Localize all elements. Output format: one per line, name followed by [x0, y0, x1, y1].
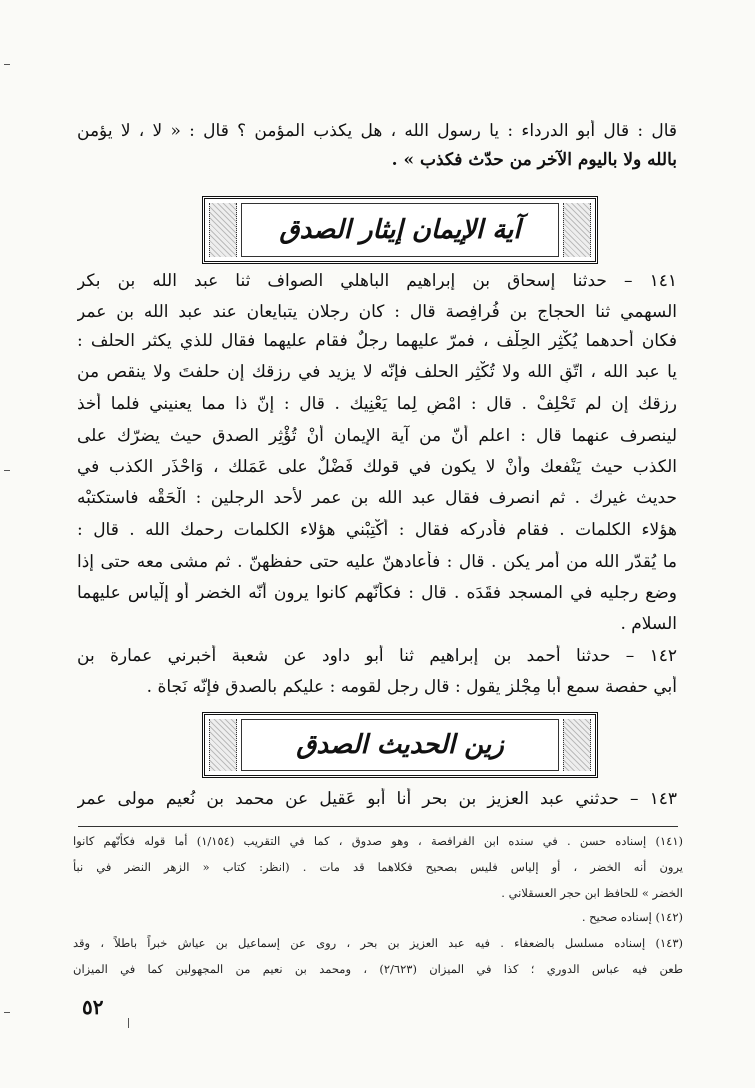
page-number: ٥٢ [82, 995, 104, 1019]
text-line: يا عبد الله ، اتّقِ الله ولا تُكْثِر الحلف فإنّه لا يزيد في رزقك إن حلفتَ ولا ينقص من [77, 362, 677, 382]
text-line: السهمي ثنا الحجاج بن فُرافِصة قال : كان رجلان يتبايعان عند عبد الله بن عمر [77, 302, 677, 322]
text-line: ١٤٢ – حدثنا أحمد بن إبراهيم ثنا أبو داود عن شعبة أخبرني عمارة بن [77, 646, 677, 666]
ornament-left [209, 719, 237, 771]
footnote-line: (١٤٢) إسناده صحيح . [581, 910, 683, 924]
text-line: فكان أحدهما يُكْثِر الحِلْف ، فمرّ عليهما رجلٌ فقام عليهما فقال للذي يكثر الحلف : [77, 331, 677, 351]
text-line: الكذب حيث يَنْفعك وأنْ لا يكون في قولك فَضْلٌ على عَمَلك ، وَاحْذَر الكذب في [77, 457, 677, 477]
text-line: هؤلاء الكلمات . فقام فأدركه فقال : أكْتِبْني هؤلاء الكلمات رحمك الله . قال : [77, 520, 677, 540]
text-line: رزقك إن لم تَحْلِفْ . قال : امْضِ لِما يَعْنِيك . قال : إنّ ذا مما يعنيني فلما أخذ [77, 394, 677, 414]
ornament-right [563, 719, 591, 771]
text-line: وضع رجليه في المسجد فقَدَه . قال : فكأنّهم كانوا يرون أنّه الخضر أو إلْياس عليهما [77, 583, 677, 603]
text-line: السلام . [620, 614, 677, 634]
section-heading-1 [202, 196, 598, 264]
section-heading-2 [202, 712, 598, 778]
text-line: قال : قال أبو الدرداء : يا رسول الله ، هل يكذب المؤمن ؟ قال : « لا ، لا يؤمن [77, 121, 677, 141]
heading-title: زين الحديث الصدق [296, 730, 504, 760]
text-line: بالله ولا باليوم الآخر من حدّث فكذب » . [391, 150, 677, 170]
footnote-line: طعن فيه عباس الدوري ؛ كذا في الميزان (٢/٦٢٣) ، ومحمد بن نعيم من المجهولين كما في الميزان [73, 962, 683, 976]
footnote-line: الخضر » للحافظ ابن حجر العسقلاني . [501, 886, 683, 900]
ornament-left [209, 203, 237, 257]
text-line: أبي حفصة سمع أبا مِجْلز يقول : قال رجل لقومه : عليكم بالصدق فإنّه نَجاة . [146, 677, 677, 697]
text-line: ١٤٣ – حدثني عبد العزيز بن بحر أنا أبو عَقيل عن محمد بن نُعيم مولى عمر [77, 789, 677, 809]
text-line: لينصرف عنهما قال : اعلم أنّ من آية الإيمان أنْ تُؤْثِر الصدق حيث يضرّك على [77, 426, 677, 446]
footnote-separator [78, 826, 678, 827]
footnote-line: يرون أنه الخضر ، أو إلياس فليس بصحيح فكلاهما قد مات . (انظر: كتاب « الزهر النضر في نبأ [73, 860, 683, 874]
ornament-right [563, 203, 591, 257]
footnote-line: (١٤١) إسناده حسن . في سنده ابن الفرافصة ، وهو صدوق ، كما في التقريب (١/١٥٤) أما قوله فكأنّهم كانوا [73, 834, 683, 848]
footnote-line: (١٤٣) إسناده مسلسل بالضعفاء . فيه عبد العزيز بن بحر ، روى عن إسماعيل بن عياش خبراً باطلاً ، وقد [73, 936, 683, 950]
scan-mark [4, 1012, 10, 1013]
heading-title: آية الإيمان إيثار الصدق [279, 215, 521, 245]
scan-mark [128, 1018, 129, 1028]
text-line: ١٤١ – حدثنا إسحاق بن إبراهيم الباهلي الصواف ثنا عبد الله بن بكر [77, 271, 677, 291]
text-line: ما يُقدّر الله من أمر يكن . قال : فأعادهنّ عليه حتى حفظهنّ . ثم مشى معه حتى إذا [77, 552, 677, 572]
scan-mark [4, 64, 10, 65]
text-line: حديث غيرك . ثم انصرف فقال عبد الله بن عمر لأحد الرجلين : الْحَقْه فاستكتبْه [77, 488, 677, 508]
scan-mark [4, 470, 10, 471]
